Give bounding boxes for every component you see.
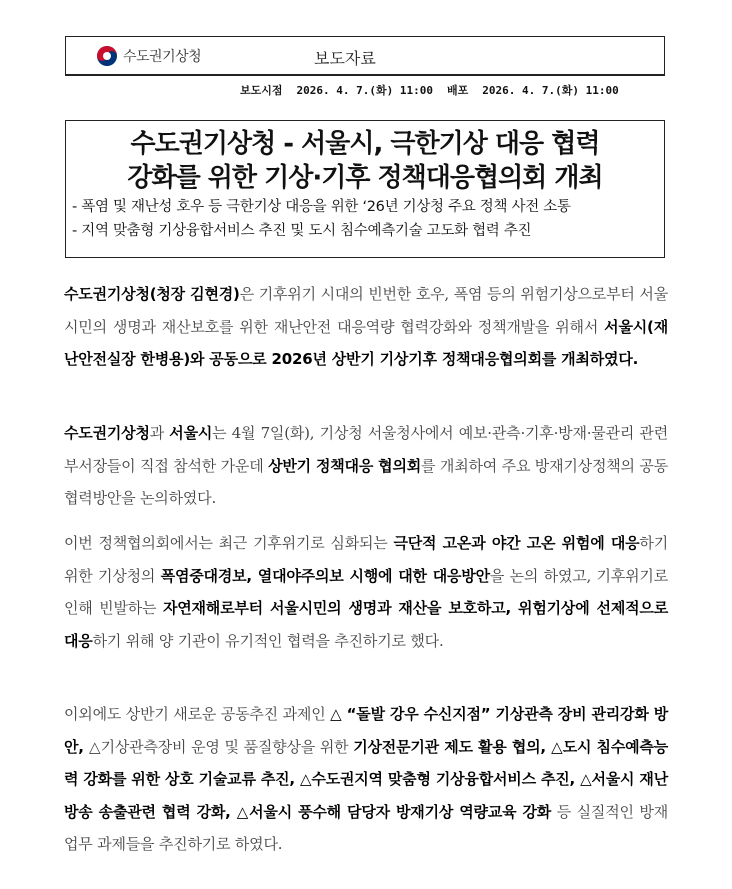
bold-text-segment: 수도권기상청(청장 김현경) — [64, 285, 240, 303]
bold-text-segment: 폭염중대경보, 열대야주의보 시행에 대한 대응방안 — [160, 566, 490, 585]
distribution-date: 2026. 4. 7.(화) 11:00 — [482, 84, 619, 97]
bold-text-segment: 기상전문기관 제도 활용 협의, △도시 침수예측능력 강화를 위한 상호 기술교류 추진, △수도권지역 맞춤형 기상융합서비스 추진, △서울시 재난방송 송출관련 협력 강화, △서울시 풍수해 담당자 방재기상 역량교육 강화 — [64, 737, 668, 821]
header-box — [65, 36, 665, 76]
bold-text-segment: 수도권기상청 — [64, 424, 150, 442]
paragraph-2 — [64, 417, 668, 515]
org-logo — [96, 45, 201, 67]
text-segment: 은 기후위기 시대의 빈번한 호우, 폭염 등의 위험기상으로부터 서울시민의 생명과 재산보호를 위한 재난안전 대응역량 협력강화와 정책개발을 위해서 — [64, 285, 668, 336]
text-segment: 하기 위해 양 기관이 유기적인 협력을 추진하기로 했다. — [92, 631, 444, 650]
release-dates — [240, 82, 619, 98]
text-segment: 하기 위한 기상청의 — [64, 534, 668, 585]
bold-text-segment: 서울시 — [169, 424, 213, 442]
bold-text-segment: △ “돌발 강우 수신지점” 기상관측 장비 관리강화 방안, — [64, 705, 668, 756]
bold-text-segment: 극단적 고온과 야간 고온 위험에 대응 — [393, 534, 640, 552]
title-box — [65, 120, 665, 258]
text-segment: 이번 정책협의회에서는 최근 기후위기로 심화되는 — [64, 534, 394, 552]
distribution-label: 배포 — [446, 84, 469, 97]
text-segment: 과 — [149, 424, 170, 442]
paragraph-4 — [64, 698, 668, 861]
text-segment: 는 4월 7일(화), 기상청 서울청사에서 예보·관측·기후·방재·물관리 관련 부서장들이 직접 참석한 가운데 — [64, 424, 668, 475]
taegeuk-icon — [96, 45, 118, 67]
bold-text-segment: 상반기 정책대응 협의회 — [268, 456, 422, 475]
text-segment: 이외에도 상반기 새로운 공동추진 과제인 — [64, 705, 331, 723]
paragraph-1 — [64, 278, 668, 376]
bold-text-segment: 서울시(재난안전실장 한병용)와 공동으로 2026년 상반기 기상기후 정책대응협의회를 개최하였다. — [64, 317, 668, 368]
bold-text-segment: 자연재해로부터 서울시민의 생명과 재산을 보호하고, 위험기상에 선제적으로 대응 — [64, 599, 668, 650]
text-segment: 를 개최하여 주요 방재기상정책의 공동 협력방안을 논의하였다. — [64, 456, 668, 507]
headline — [66, 127, 664, 195]
subtitle-1: - 폭염 및 재난성 호우 등 극한기상 대응을 위한 ‘26년 기상청 주요 정책 사전 소통 — [72, 199, 571, 215]
text-segment: 등 실질적인 방재 업무 과제들을 추진하기로 하였다. — [64, 802, 668, 853]
release-date: 2026. 4. 7.(화) 11:00 — [296, 84, 433, 97]
org-name: 수도권기상청 — [123, 49, 202, 65]
text-segment: 을 논의 하였고, 기후위기로 인해 빈발하는 — [64, 566, 668, 617]
text-segment: △기상관측장비 운영 및 품질향상을 위한 — [89, 737, 354, 756]
release-label: 보도시점 — [240, 84, 283, 97]
doc-type: 보도자료 — [314, 49, 376, 68]
headline-line2: 강화를 위한 기상·기후 정책대응협의회 개최 — [127, 163, 603, 193]
paragraph-3 — [64, 527, 668, 657]
headline-line1: 수도권기상청 - 서울시, 극한기상 대응 협력 — [130, 129, 600, 159]
subtitle-2: - 지역 맞춤형 기상융합서비스 추진 및 도시 침수예측기술 고도화 협력 추진 — [72, 223, 532, 239]
